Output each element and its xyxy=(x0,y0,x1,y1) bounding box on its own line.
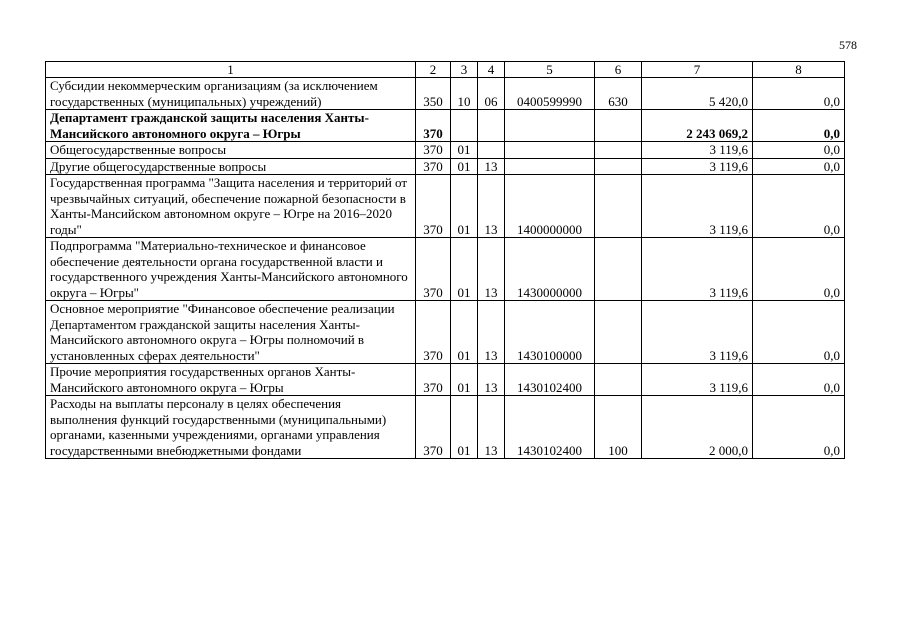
row-code-target-cell: 1400000000 xyxy=(505,175,595,238)
row-amount2-cell: 0,0 xyxy=(753,238,845,301)
row-code-target-cell: 1430102400 xyxy=(505,396,595,459)
row-code-subsection-cell: 06 xyxy=(478,78,505,110)
row-name-cell: Основное мероприятие "Финансовое обеспечение реализации Департаментом гражданской защиты населения Ханты-Мансийского автономного округа – Югры полномочий в установленных сферах деятельности" xyxy=(46,301,416,364)
row-amount-cell: 3 119,6 xyxy=(642,238,753,301)
row-amount-cell: 3 119,6 xyxy=(642,364,753,396)
row-amount-cell: 5 420,0 xyxy=(642,78,753,110)
row-amount-cell: 3 119,6 xyxy=(642,158,753,175)
table-row xyxy=(46,78,845,110)
row-code-admin-cell: 350 xyxy=(416,78,451,110)
row-code-section-cell: 01 xyxy=(451,175,478,238)
row-code-section-cell: 10 xyxy=(451,78,478,110)
row-amount-cell: 2 000,0 xyxy=(642,396,753,459)
header-col-8: 8 xyxy=(753,62,845,78)
row-code-type-cell xyxy=(595,364,642,396)
row-code-type-cell: 100 xyxy=(595,396,642,459)
table-row xyxy=(46,396,845,459)
row-name-cell: Расходы на выплаты персоналу в целях обеспечения выполнения функций государственными (муниципальными) органами, казенными учреждениями, органами управления государственными внебюджетными фондами xyxy=(46,396,416,459)
table-row xyxy=(46,175,845,238)
row-amount-cell: 3 119,6 xyxy=(642,301,753,364)
row-code-section-cell: 01 xyxy=(451,396,478,459)
row-code-type-cell xyxy=(595,110,642,142)
table-row xyxy=(46,301,845,364)
header-col-7: 7 xyxy=(642,62,753,78)
row-name-cell: Государственная программа "Защита населения и территорий от чрезвычайных ситуаций, обеспечение пожарной безопасности в Ханты-Мансийском автономном округе – Югре на 2016–2020 годы" xyxy=(46,175,416,238)
table-row xyxy=(46,364,845,396)
row-name-cell: Субсидии некоммерческим организациям (за исключением государственных (муниципальных) учреждений) xyxy=(46,78,416,110)
row-code-target-cell xyxy=(505,142,595,159)
row-name-cell: Подпрограмма "Материально-техническое и финансовое обеспечение деятельности органа государственной власти и государственного учреждения Ханты-Мансийского автономного округа – Югры" xyxy=(46,238,416,301)
row-amount-cell: 3 119,6 xyxy=(642,175,753,238)
row-code-admin-cell: 370 xyxy=(416,396,451,459)
row-code-target-cell: 0400599990 xyxy=(505,78,595,110)
row-code-subsection-cell: 13 xyxy=(478,364,505,396)
row-code-admin-cell: 370 xyxy=(416,175,451,238)
row-code-admin-cell: 370 xyxy=(416,364,451,396)
row-code-target-cell xyxy=(505,110,595,142)
row-name-cell: Другие общегосударственные вопросы xyxy=(46,158,416,175)
row-amount2-cell: 0,0 xyxy=(753,78,845,110)
row-amount2-cell: 0,0 xyxy=(753,158,845,175)
row-code-type-cell xyxy=(595,142,642,159)
row-amount-cell: 3 119,6 xyxy=(642,142,753,159)
header-col-5: 5 xyxy=(505,62,595,78)
row-amount-cell: 2 243 069,2 xyxy=(642,110,753,142)
row-code-subsection-cell xyxy=(478,110,505,142)
row-code-type-cell xyxy=(595,158,642,175)
row-code-target-cell: 1430100000 xyxy=(505,301,595,364)
row-code-admin-cell: 370 xyxy=(416,238,451,301)
page-number: 578 xyxy=(839,38,857,52)
row-code-target-cell: 1430000000 xyxy=(505,238,595,301)
header-col-4: 4 xyxy=(478,62,505,78)
header-col-1: 1 xyxy=(46,62,416,78)
row-code-type-cell xyxy=(595,301,642,364)
row-code-section-cell: 01 xyxy=(451,142,478,159)
table-row xyxy=(46,142,845,159)
row-code-type-cell xyxy=(595,238,642,301)
table-row xyxy=(46,238,845,301)
row-amount2-cell: 0,0 xyxy=(753,142,845,159)
row-amount2-cell: 0,0 xyxy=(753,396,845,459)
row-code-subsection-cell: 13 xyxy=(478,396,505,459)
row-amount2-cell: 0,0 xyxy=(753,110,845,142)
row-code-subsection-cell: 13 xyxy=(478,238,505,301)
row-amount2-cell: 0,0 xyxy=(753,364,845,396)
row-name-cell: Департамент гражданской защиты населения Ханты-Мансийского автономного округа – Югры xyxy=(46,110,416,142)
row-name-cell: Прочие мероприятия государственных органов Ханты-Мансийского автономного округа – Югры xyxy=(46,364,416,396)
row-code-subsection-cell: 13 xyxy=(478,301,505,364)
row-code-target-cell: 1430102400 xyxy=(505,364,595,396)
budget-table xyxy=(45,61,845,459)
row-code-admin-cell: 370 xyxy=(416,301,451,364)
row-code-section-cell: 01 xyxy=(451,238,478,301)
header-col-2: 2 xyxy=(416,62,451,78)
row-code-subsection-cell: 13 xyxy=(478,175,505,238)
row-amount2-cell: 0,0 xyxy=(753,301,845,364)
header-col-3: 3 xyxy=(451,62,478,78)
row-code-type-cell: 630 xyxy=(595,78,642,110)
row-code-section-cell: 01 xyxy=(451,158,478,175)
row-code-section-cell: 01 xyxy=(451,364,478,396)
row-code-admin-cell: 370 xyxy=(416,158,451,175)
table-row xyxy=(46,158,845,175)
row-code-type-cell xyxy=(595,175,642,238)
row-amount2-cell: 0,0 xyxy=(753,175,845,238)
row-code-section-cell: 01 xyxy=(451,301,478,364)
row-code-subsection-cell xyxy=(478,142,505,159)
row-code-target-cell xyxy=(505,158,595,175)
row-code-subsection-cell: 13 xyxy=(478,158,505,175)
row-code-admin-cell: 370 xyxy=(416,142,451,159)
table-header-row xyxy=(46,62,845,78)
header-col-6: 6 xyxy=(595,62,642,78)
row-name-cell: Общегосударственные вопросы xyxy=(46,142,416,159)
row-code-section-cell xyxy=(451,110,478,142)
row-code-admin-cell: 370 xyxy=(416,110,451,142)
table-row xyxy=(46,110,845,142)
